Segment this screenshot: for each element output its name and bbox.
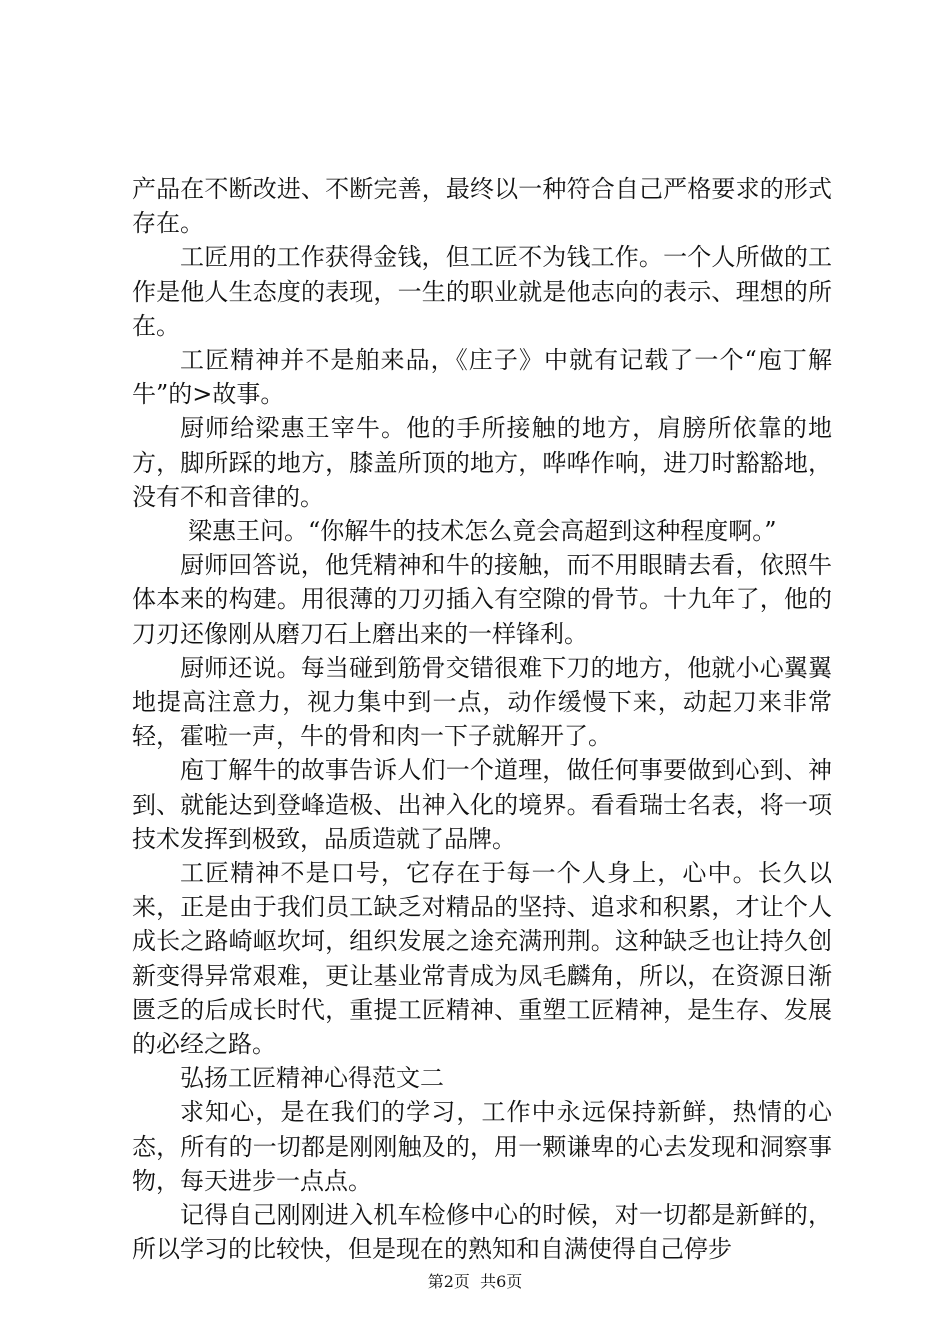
- paragraph-spirit-not-slogan: 工匠精神不是口号，它存在于每一个人身上，心中。长久以来，正是由于我们员工缺乏对精品的坚持、追求和积累，才让个人成长之路崎岖坎坷，组织发展之途充满刑荆。这种缺乏也让持久创新变得异常艰难，更让基业常青成为凤毛麟角，所以，在资源日渐匮乏的后成长时代，重提工匠精神、重塑工匠精神，是生存、发展的必经之路。: [132, 859, 832, 1059]
- page-number-footer: [0, 1272, 950, 1292]
- page-number-label: 第2页 共6页: [427, 1272, 523, 1291]
- paragraph-cook-butchers: 厨师给梁惠王宰牛。他的手所接触的地方，肩膀所依靠的地方，脚所踩的地方，膝盖所顶的地方，哗哗作响，进刀时豁豁地，没有不和音律的。: [132, 414, 832, 511]
- paragraph-zhuangzi: 工匠精神并不是舶来品，《庄子》中就有记载了一个“庖丁解牛”的>故事。: [132, 346, 832, 409]
- paragraph-king-asks: 梁惠王问。“你解牛的技术怎么竟会高超到这种程度啊。”: [188, 517, 777, 546]
- section-heading: 弘扬工匠精神心得范文二: [180, 1064, 444, 1093]
- paragraph-story-lesson: 庖丁解牛的故事告诉人们一个道理，做任何事要做到心到、神到、就能达到登峰造极、出神入化的境界。看看瑞士名表，将一项技术发挥到极致，品质造就了品牌。: [132, 756, 832, 853]
- paragraph-curiosity: 求知心，是在我们的学习，工作中永远保持新鲜，热情的心态，所有的一切都是刚刚触及的，用一颗谦卑的心去发现和洞察事物，每天进步一点点。: [132, 1098, 832, 1195]
- document-body: [132, 172, 832, 1267]
- paragraph-craftsman-money: 工匠用的工作获得金钱，但工匠不为钱工作。一个人所做的工作是他人生态度的表现，一生的职业就是他志向的表示、理想的所在。: [132, 243, 832, 340]
- paragraph-cook-answers: 厨师回答说，他凭精神和牛的接触，而不用眼睛去看，依照牛体本来的构建。用很薄的刀刃插入有空隙的骨节。十九年了，他的刀刃还像刚从磨刀石上磨出来的一样锋利。: [132, 551, 832, 648]
- paragraph-continuation: 产品在不断改进、不断完善，最终以一种符合自己严格要求的形式存在。: [132, 175, 832, 238]
- paragraph-memory: 记得自己刚刚进入机车检修中心的时候，对一切都是新鲜的，所以学习的比较快，但是现在的熟知和自满使得自己停步: [132, 1201, 832, 1264]
- paragraph-cook-continues: 厨师还说。每当碰到筋骨交错很难下刀的地方，他就小心翼翼地提高注意力，视力集中到一点，动作缓慢下来，动起刀来非常轻，霍啦一声，牛的骨和肉一下子就解开了。: [132, 653, 832, 751]
